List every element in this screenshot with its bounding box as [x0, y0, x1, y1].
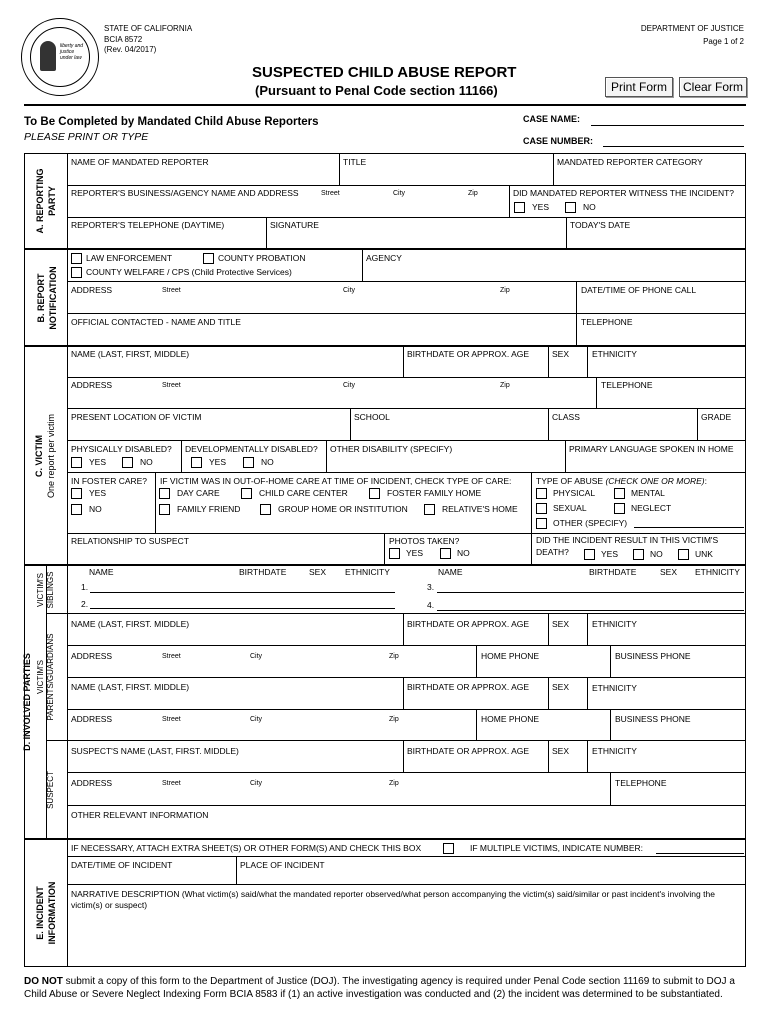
business-label: REPORTER'S BUSINESS/AGENCY NAME AND ADDRESS [71, 188, 299, 198]
footer-note [24, 976, 746, 1001]
attach-sheets-label: IF NECESSARY, ATTACH EXTRA SHEET(S) OR OTHER FORM(S) AND CHECK THIS BOX [71, 843, 422, 853]
grade-label: GRADE [701, 412, 732, 422]
suspect-telephone-label: TELEPHONE [615, 778, 667, 788]
form-revision: (Rev. 04/2017) [104, 45, 157, 54]
suspect-sex-label: SEX [552, 746, 570, 756]
death-unk-checkbox[interactable] [678, 549, 689, 560]
foster-care-label: IN FOSTER CARE? [71, 476, 148, 486]
parent1-home-phone-label: HOME PHONE [481, 651, 540, 661]
section-d-label: D. INVOLVED PARTIES [22, 653, 32, 751]
parent2-ethnicity-label: ETHNICITY [592, 683, 637, 693]
family-friend-label: FAMILY FRIEND [177, 504, 241, 514]
child-care-center-checkbox[interactable] [241, 488, 252, 499]
other-disability-label: OTHER DISABILITY (SPECIFY) [330, 444, 453, 454]
clear-form-button[interactable]: Clear Form [679, 77, 747, 97]
case-number-field[interactable] [603, 146, 744, 147]
sibling-4-number: 4. [427, 600, 435, 610]
siblings-side-label2: SIBLINGS [46, 571, 55, 609]
family-friend-checkbox[interactable] [159, 504, 170, 515]
parent1-sex-label: SEX [552, 619, 570, 629]
law-enforcement-label: LAW ENFORCEMENT [86, 253, 173, 263]
relatives-home-checkbox[interactable] [424, 504, 435, 515]
victim-location-label: PRESENT LOCATION OF VICTIM [71, 412, 202, 422]
narrative-label: NARRATIVE DESCRIPTION (What victim(s) said/what the mandated reporter observed/what person accompanying the victim(s) said/similar or past incident's involving the victim(s) or suspect) [71, 889, 715, 910]
form-number: BCIA 8572 [104, 35, 143, 44]
dev-disabled-label: DEVELOPMENTALLY DISABLED? [185, 444, 318, 454]
todays-date-label: TODAY'S DATE [570, 220, 631, 230]
county-probation-checkbox[interactable] [203, 253, 214, 264]
incident-place-label: PLACE OF INCIDENT [240, 860, 325, 870]
parent2-address-label: ADDRESS [71, 714, 113, 724]
page-number: Page 1 of 2 [703, 37, 744, 46]
victim-birthdate-label: BIRTHDATE OR APPROX. AGE [407, 349, 530, 359]
foster-yes-checkbox[interactable] [71, 488, 82, 499]
reporter-name-label: NAME OF MANDATED REPORTER [71, 157, 209, 167]
death-yes-label: YES [601, 549, 619, 559]
victim-address-label: ADDRESS [71, 380, 113, 390]
foster-yes-label: YES [89, 488, 107, 498]
physical-abuse-label: PHYSICAL [553, 488, 596, 498]
death-question-label: DID THE INCIDENT RESULT IN THIS VICTIM'S [536, 535, 719, 545]
phys-yes-label: YES [89, 457, 107, 467]
case-name-field[interactable] [591, 125, 744, 126]
primary-language-label: PRIMARY LANGUAGE SPOKEN IN HOME [569, 444, 734, 454]
other-abuse-checkbox[interactable] [536, 518, 547, 529]
section-b-label2: NOTIFICATION [48, 266, 58, 330]
sibling-2-number: 2. [81, 599, 89, 609]
print-form-button[interactable]: Print Form [605, 77, 673, 97]
parent2-home-phone-label: HOME PHONE [481, 714, 540, 724]
intro-note: PLEASE PRINT OR TYPE [24, 131, 149, 143]
section-b-label: B. REPORT [36, 273, 46, 323]
witness-no-checkbox[interactable] [565, 202, 576, 213]
child-care-center-label: CHILD CARE CENTER [259, 488, 348, 498]
phys-disabled-label: PHYSICALLY DISABLED? [71, 444, 172, 454]
sib-ethnicity-header-2: ETHNICITY [695, 567, 740, 577]
incident-datetime-label: DATE/TIME OF INCIDENT [71, 860, 173, 870]
county-probation-label: COUNTY PROBATION [218, 253, 306, 263]
abuse-type-text: TYPE OF ABUSE [536, 476, 606, 486]
reporter-category-label: MANDATED REPORTER CATEGORY [557, 157, 703, 167]
section-a-label: A. REPORTING [35, 168, 45, 234]
county-welfare-label: COUNTY WELFARE / CPS (Child Protective Services) [86, 267, 292, 277]
photos-no-label: NO [457, 548, 470, 558]
sibling-3-field[interactable] [437, 592, 744, 593]
sib-birthdate-header: BIRTHDATE [239, 567, 287, 577]
foster-family-home-checkbox[interactable] [369, 488, 380, 499]
b-telephone-label: TELEPHONE [581, 317, 633, 327]
suspect-ethnicity-label: ETHNICITY [592, 746, 637, 756]
sib-sex-header: SEX [309, 567, 327, 577]
sexual-abuse-checkbox[interactable] [536, 503, 547, 514]
day-care-label: DAY CARE [177, 488, 220, 498]
section-e-label: E. INCIDENT [35, 886, 45, 940]
section-e-label2: INFORMATION [47, 881, 57, 945]
victim-name-label: NAME (LAST, FIRST, MIDDLE) [71, 349, 190, 359]
state-name: STATE OF CALIFORNIA [104, 24, 193, 33]
neglect-checkbox[interactable] [614, 503, 625, 514]
county-welfare-checkbox[interactable] [71, 267, 82, 278]
day-care-checkbox[interactable] [159, 488, 170, 499]
parent1-address-label: ADDRESS [71, 651, 113, 661]
class-label: CLASS [552, 412, 580, 422]
group-home-checkbox[interactable] [260, 504, 271, 515]
photos-yes-label: YES [406, 548, 424, 558]
business-zip: Zip [468, 190, 478, 197]
suspect-name-label: SUSPECT'S NAME (LAST, FIRST. MIDDLE) [71, 746, 239, 756]
abuse-type-note: (CHECK ONE OR MORE) [605, 476, 705, 486]
department-name: DEPARTMENT OF JUSTICE [640, 24, 744, 33]
abuse-type-label [536, 476, 707, 487]
dev-yes-checkbox[interactable] [191, 457, 202, 468]
footer-bold: DO NOT [24, 976, 63, 987]
witness-yes-label: YES [532, 202, 550, 212]
signature-label: SIGNATURE [270, 220, 319, 230]
phone-call-datetime-label: DATE/TIME OF PHONE CALL [581, 285, 697, 295]
section-a-label2: PARTY [47, 186, 57, 216]
phys-yes-checkbox[interactable] [71, 457, 82, 468]
phys-no-checkbox[interactable] [122, 457, 133, 468]
death-no-checkbox[interactable] [633, 549, 644, 560]
b-zip: Zip [500, 287, 510, 294]
parent2-street: Street [162, 716, 181, 723]
photos-label: PHOTOS TAKEN? [389, 536, 460, 546]
witness-yes-checkbox[interactable] [514, 202, 525, 213]
state-seal [21, 18, 99, 96]
dev-yes-label: YES [209, 457, 227, 467]
dev-no-checkbox[interactable] [243, 457, 254, 468]
victim-ethnicity-label: ETHNICITY [592, 349, 637, 359]
other-abuse-field[interactable] [634, 527, 744, 528]
group-home-label: GROUP HOME OR INSTITUTION [278, 504, 408, 514]
foster-no-label: NO [89, 504, 102, 514]
death-yes-checkbox[interactable] [584, 549, 595, 560]
photos-no-checkbox[interactable] [440, 548, 451, 559]
sibling-2-field[interactable] [90, 608, 395, 609]
parent1-ethnicity-label: ETHNICITY [592, 619, 637, 629]
phys-no-label: NO [140, 457, 153, 467]
sib-sex-header-2: SEX [660, 567, 678, 577]
sib-birthdate-header-2: BIRTHDATE [589, 567, 637, 577]
agency-label: AGENCY [366, 253, 402, 263]
suspect-zip: Zip [389, 780, 399, 787]
sib-ethnicity-header: ETHNICITY [345, 567, 390, 577]
sibling-4-field[interactable] [437, 610, 744, 611]
death-question-label2: DEATH? [536, 547, 569, 557]
death-unk-label: UNK [695, 549, 713, 559]
siblings-side-label: VICTIM'S [36, 573, 45, 607]
intro-heading: To Be Completed by Mandated Child Abuse Reporters [24, 116, 319, 128]
parents-side-label: VICTIM'S [36, 660, 45, 694]
foster-family-home-label: FOSTER FAMILY HOME [387, 488, 482, 498]
parent1-zip: Zip [389, 653, 399, 660]
victim-sex-label: SEX [552, 349, 570, 359]
mental-abuse-label: MENTAL [631, 488, 665, 498]
parent2-zip: Zip [389, 716, 399, 723]
attach-sheets-checkbox[interactable] [443, 843, 454, 854]
neglect-label: NEGLECT [631, 503, 672, 513]
b-city: City [343, 287, 356, 294]
mental-abuse-checkbox[interactable] [614, 488, 625, 499]
parents-side-label2: PARENTS/GUARDIANS [46, 633, 55, 721]
relatives-home-label: RELATIVE'S HOME [442, 504, 518, 514]
parent1-name-label: NAME (LAST, FIRST. MIDDLE) [71, 619, 190, 629]
business-street: Street [321, 190, 340, 197]
other-abuse-label: OTHER (SPECIFY) [553, 518, 628, 528]
seal-motto: liberty and justice under law [60, 43, 84, 61]
victim-zip: Zip [500, 382, 510, 389]
b-address-label: ADDRESS [71, 285, 113, 295]
parent2-birthdate-label: BIRTHDATE OR APPROX. AGE [407, 682, 530, 692]
case-name-label: CASE NAME: [523, 114, 581, 124]
sib-name-header: NAME [89, 567, 114, 577]
suspect-city: City [250, 780, 263, 787]
victim-street: Street [162, 382, 181, 389]
suspect-street: Street [162, 780, 181, 787]
section-c-note: One report per victim [46, 413, 56, 499]
sibling-1-number: 1. [81, 582, 89, 592]
sib-name-header-2: NAME [438, 567, 463, 577]
multiple-victims-label: IF MULTIPLE VICTIMS, INDICATE NUMBER: [470, 843, 644, 853]
photos-yes-checkbox[interactable] [389, 548, 400, 559]
b-street: Street [162, 287, 181, 294]
sibling-3-number: 3. [427, 582, 435, 592]
suspect-address-label: ADDRESS [71, 778, 113, 788]
parent2-sex-label: SEX [552, 682, 570, 692]
reporter-title-label: TITLE [343, 157, 367, 167]
abuse-type-colon: : [704, 476, 707, 486]
relationship-label: RELATIONSHIP TO SUSPECT [71, 536, 189, 546]
suspect-birthdate-label: BIRTHDATE OR APPROX. AGE [407, 746, 530, 756]
parent1-business-phone-label: BUSINESS PHONE [615, 651, 691, 661]
law-enforcement-checkbox[interactable] [71, 253, 82, 264]
foster-no-checkbox[interactable] [71, 504, 82, 515]
parent2-business-phone-label: BUSINESS PHONE [615, 714, 691, 724]
parent1-city: City [250, 653, 263, 660]
case-number-label: CASE NUMBER: [523, 136, 594, 146]
section-c-label: C. VICTIM [34, 435, 44, 477]
victim-city: City [343, 382, 356, 389]
reporter-phone-label: REPORTER'S TELEPHONE (DAYTIME) [71, 220, 225, 230]
death-no-label: NO [650, 549, 663, 559]
parent1-street: Street [162, 653, 181, 660]
official-contacted-label: OFFICIAL CONTACTED - NAME AND TITLE [71, 317, 241, 327]
dev-no-label: NO [261, 457, 274, 467]
witness-no-label: NO [583, 202, 596, 212]
out-of-home-label: IF VICTIM WAS IN OUT-OF-HOME CARE AT TIME OF INCIDENT, CHECK TYPE OF CARE: [160, 476, 512, 486]
parent2-city: City [250, 716, 263, 723]
form-subtitle: (Pursuant to Penal Code section 11166) [255, 83, 498, 98]
sexual-abuse-label: SEXUAL [553, 503, 587, 513]
parent2-name-label: NAME (LAST, FIRST. MIDDLE) [71, 682, 190, 692]
form-title: SUSPECTED CHILD ABUSE REPORT [252, 64, 517, 81]
business-city: City [393, 190, 406, 197]
physical-abuse-checkbox[interactable] [536, 488, 547, 499]
suspect-side-label: SUSPECT [46, 771, 55, 809]
witness-label: DID MANDATED REPORTER WITNESS THE INCIDENT? [513, 188, 735, 198]
victim-telephone-label: TELEPHONE [601, 380, 653, 390]
school-label: SCHOOL [354, 412, 390, 422]
multiple-victims-field[interactable] [656, 853, 744, 854]
parent1-birthdate-label: BIRTHDATE OR APPROX. AGE [407, 619, 530, 629]
footer-text: submit a copy of this form to the Department of Justice (DOJ). The investigating agency is required under Penal Code section 11169 to submit to DOJ a Child Abuse or Severe Neglect Indexing Form BCIA 8583 if (1) an active investigation was conducted and (2) the incident was determined to be substantiated. [24, 976, 735, 1000]
sibling-1-field[interactable] [90, 592, 395, 593]
other-info-label: OTHER RELEVANT INFORMATION [71, 810, 209, 820]
